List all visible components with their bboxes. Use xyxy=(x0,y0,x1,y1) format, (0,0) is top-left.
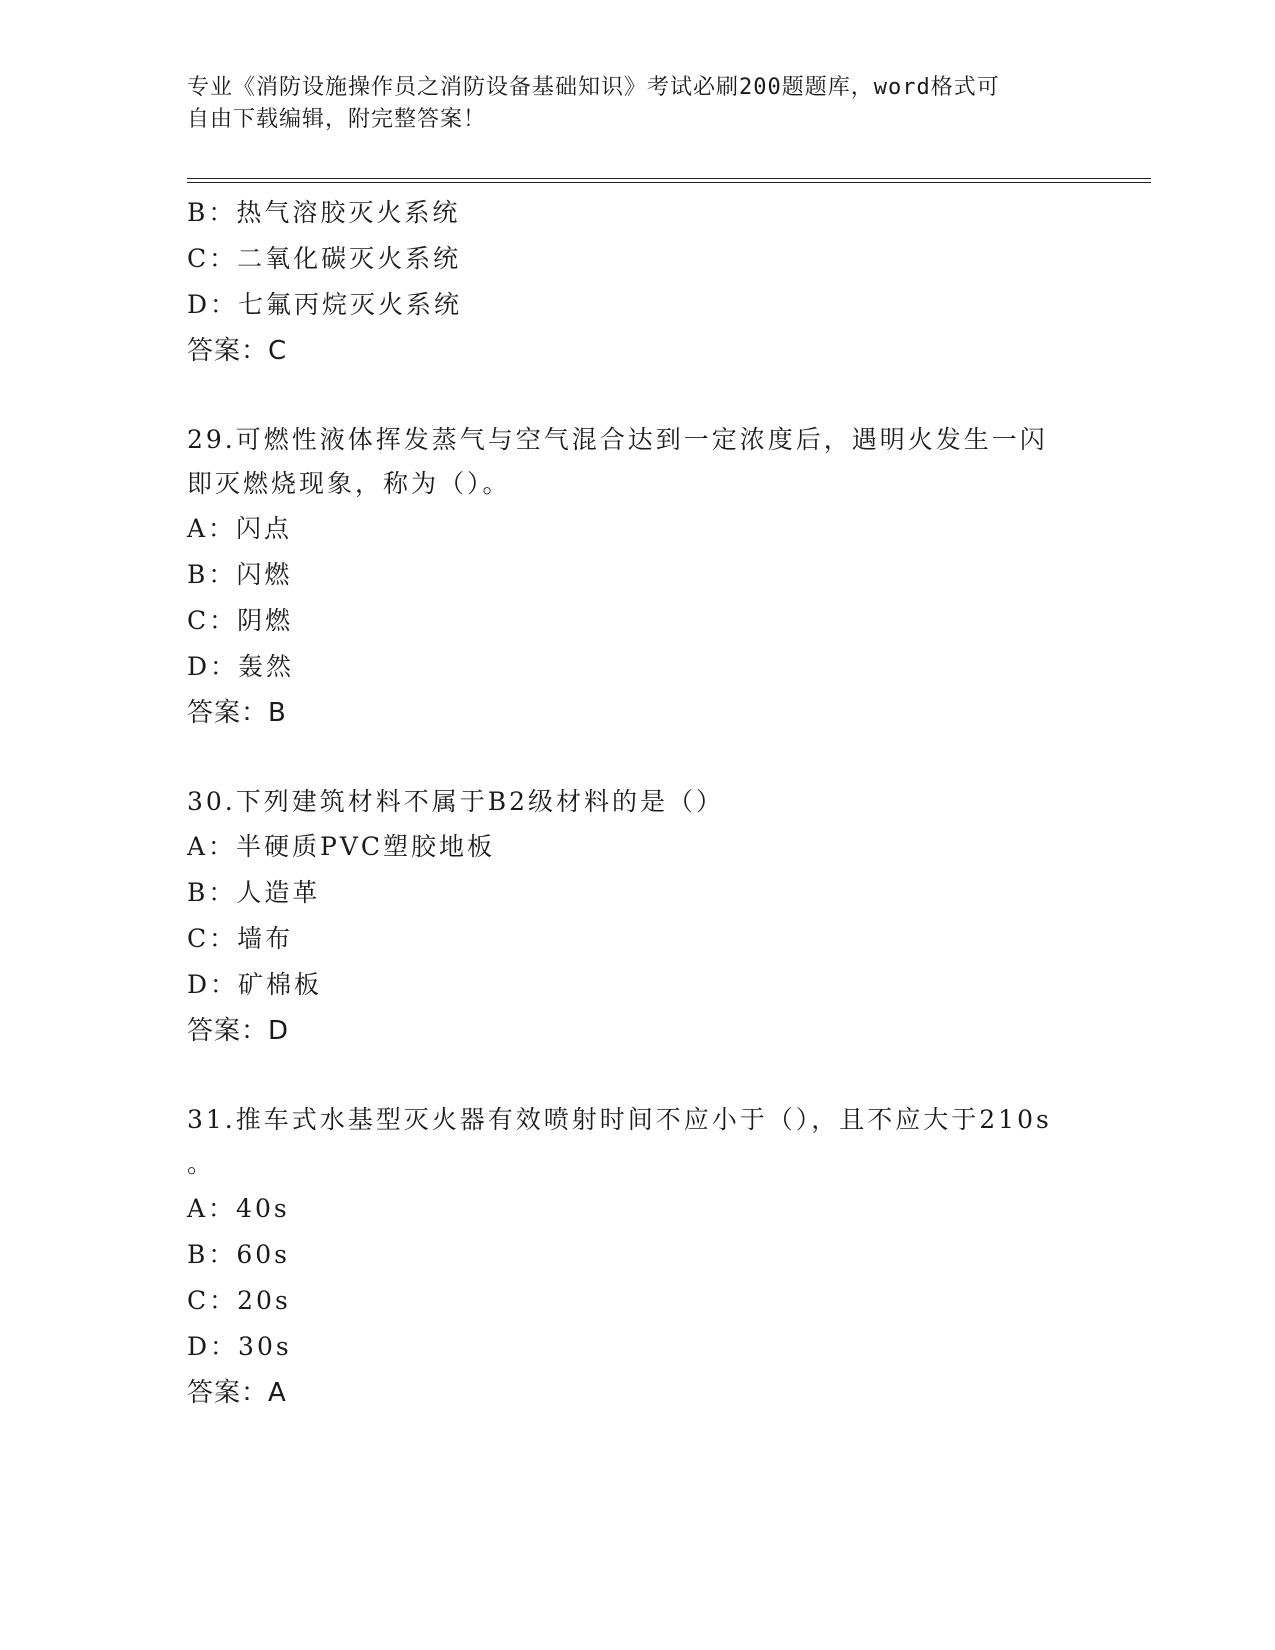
option-b: B：人造革 xyxy=(187,878,321,907)
option-d: D：30s xyxy=(187,1332,292,1361)
option-d: D：七氟丙烷灭火系统 xyxy=(187,290,463,319)
header-divider-top xyxy=(187,178,1151,179)
question-31 xyxy=(187,1098,1087,1416)
document-header xyxy=(187,72,1087,136)
header-line-2: 自由下载编辑，附完整答案！ xyxy=(187,107,487,132)
option-d: D：轰然 xyxy=(187,652,295,681)
option-c: C：墙布 xyxy=(187,924,294,953)
question-text-line-1: 29.可燃性液体挥发蒸气与空气混合达到一定浓度后，遇明火发生一闪 xyxy=(187,425,1048,454)
question-text-line-2: 即灭燃烧现象，称为（）。 xyxy=(187,469,511,498)
option-a: A：40s xyxy=(187,1194,290,1223)
question-text-line-2: 。 xyxy=(187,1149,216,1178)
question-text-line-1: 31.推车式水基型灭火器有效喷射时间不应小于（），且不应大于210s xyxy=(187,1105,1052,1134)
answer-text: 答案：B xyxy=(187,698,287,728)
answer-text: 答案：A xyxy=(187,1378,287,1408)
option-b: B：闪燃 xyxy=(187,560,293,589)
question-text xyxy=(187,418,1087,506)
option-c: C：20s xyxy=(187,1286,291,1315)
question-29 xyxy=(187,418,1087,736)
option-a: A：闪点 xyxy=(187,514,293,543)
header-divider-bottom xyxy=(187,182,1151,183)
option-b: B：60s xyxy=(187,1240,291,1269)
option-c: C：二氧化碳灭火系统 xyxy=(187,244,462,273)
header-line-1: 专业《消防设施操作员之消防设备基础知识》考试必刷200题题库，word格式可 xyxy=(187,75,1000,100)
answer-text: 答案：C xyxy=(187,336,288,366)
option-c: C：阴燃 xyxy=(187,606,294,635)
question-list xyxy=(187,190,1087,1416)
option-a: A：半硬质PVC塑胶地板 xyxy=(187,832,496,861)
answer-text: 答案：D xyxy=(187,1016,290,1046)
option-b: B：热气溶胶灭火系统 xyxy=(187,198,461,227)
question-text xyxy=(187,780,1087,824)
question-28-continued xyxy=(187,190,1087,374)
question-30 xyxy=(187,780,1087,1054)
option-d: D：矿棉板 xyxy=(187,970,323,999)
question-text xyxy=(187,1098,1087,1186)
question-text-line-1: 30.下列建筑材料不属于B2级材料的是（） xyxy=(187,787,725,816)
